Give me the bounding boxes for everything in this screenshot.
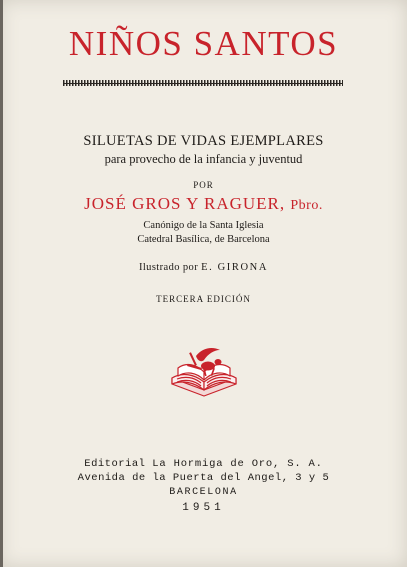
author-suffix: Pbro.	[290, 198, 323, 213]
open-book-emblem-icon	[168, 338, 240, 402]
illustrator-name: E. GIRONA	[201, 262, 269, 273]
illustrator-line	[0, 262, 407, 273]
ornamental-rule	[63, 80, 343, 86]
author-credential-1: Canónigo de la Santa Iglesia	[143, 220, 264, 231]
subtitle-line-1: SILUETAS DE VIDAS EJEMPLARES	[83, 133, 324, 149]
publication-year: 1951	[182, 502, 225, 514]
edition-label: TERCERA EDICIÓN	[156, 294, 251, 304]
by-label: POR	[193, 180, 214, 190]
author-credential-2: Catedral Basílica, de Barcelona	[137, 234, 270, 245]
publisher-prefix: Editorial	[84, 458, 146, 470]
book-title: NIÑOS SANTOS	[68, 24, 339, 63]
publisher-city: BARCELONA	[169, 487, 238, 498]
publisher-line-1	[0, 458, 407, 470]
publisher-name: La Hormiga de Oro, S. A.	[152, 458, 323, 470]
subtitle-line-2: para provecho de la infancia y juventud	[104, 152, 303, 166]
publisher-address: Avenida de la Puerta del Angel, 3 y 5	[77, 472, 330, 484]
author-name: JOSÉ GROS Y RAGUER,	[84, 194, 286, 213]
illustrator-prefix: Ilustrado por	[138, 262, 199, 273]
author-line	[0, 194, 407, 214]
